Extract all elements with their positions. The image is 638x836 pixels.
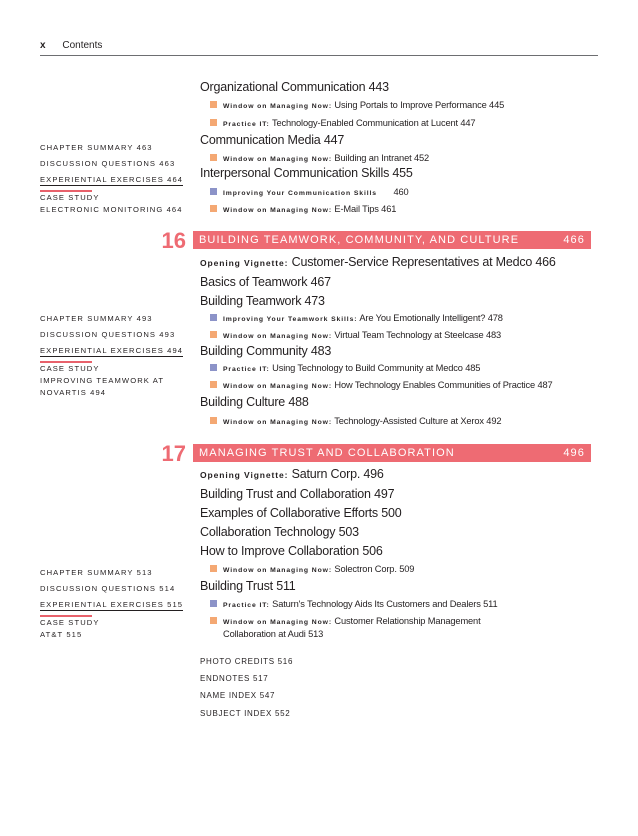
feature-label: Improving Your Teamwork Skills: <box>223 316 358 323</box>
blue-bullet-icon <box>210 188 217 195</box>
toc-feature-portals[interactable] <box>210 100 504 110</box>
toc-feature-emotional-intelligence[interactable] <box>210 313 503 323</box>
toc-subject-index[interactable]: SUBJECT INDEX 552 <box>200 709 291 718</box>
sidebar-case-label: CASE STUDY <box>40 193 100 202</box>
toc-section-improve-collaboration[interactable]: How to Improve Collaboration 506 <box>200 544 383 558</box>
toc-feature-communication-skills[interactable] <box>210 187 409 197</box>
feature-label: Opening Vignette: <box>200 470 289 480</box>
sidebar-case-title[interactable]: IMPROVING TEAMWORK AT <box>40 376 165 385</box>
toc-section-collaboration-technology[interactable]: Collaboration Technology 503 <box>200 525 359 539</box>
toc-feature-steelcase[interactable] <box>210 330 501 340</box>
feature-title: Customer Relationship Management <box>334 616 481 626</box>
feature-label: Window on Managing Now: <box>223 567 332 574</box>
toc-feature-lucent[interactable] <box>210 118 475 128</box>
chapter-16-number: 16 <box>161 228 186 253</box>
feature-label: Practice IT: <box>223 366 270 373</box>
sidebar-chapter-16 <box>40 311 183 399</box>
feature-title: Using Technology to Build Community at Medco 485 <box>272 363 481 373</box>
blue-bullet-icon <box>210 600 217 607</box>
sidebar-summary[interactable]: CHAPTER SUMMARY 493 <box>40 314 153 323</box>
toc-section-examples-collaboration[interactable]: Examples of Collaborative Efforts 500 <box>200 506 402 520</box>
sidebar-case-title[interactable]: ELECTRONIC MONITORING 464 <box>40 205 183 214</box>
chapter-17-title: MANAGING TRUST AND COLLABORATION <box>199 447 455 459</box>
toc-section-building-culture[interactable]: Building Culture 488 <box>200 395 309 409</box>
orange-bullet-icon <box>210 331 217 338</box>
running-header-title: Contents <box>62 40 103 51</box>
orange-bullet-icon <box>210 417 217 424</box>
feature-page: 460 <box>393 187 409 197</box>
sidebar-exercises[interactable]: EXPERIENTIAL EXERCISES 515 <box>40 600 184 609</box>
feature-label: Opening Vignette: <box>200 258 289 268</box>
toc-section-building-teamwork[interactable]: Building Teamwork 473 <box>200 294 325 308</box>
feature-title: Are You Emotionally Intelligent? 478 <box>359 313 503 323</box>
toc-opening-vignette-medco[interactable] <box>200 255 556 269</box>
toc-name-index[interactable]: NAME INDEX 547 <box>200 691 276 700</box>
toc-photo-credits[interactable]: PHOTO CREDITS 516 <box>200 657 294 666</box>
chapter-17-banner[interactable] <box>193 444 591 462</box>
feature-title: Virtual Team Technology at Steelcase 483 <box>334 330 502 340</box>
sidebar-exercises[interactable]: EXPERIENTIAL EXERCISES 464 <box>40 175 184 184</box>
chapter-16-title: BUILDING TEAMWORK, COMMUNITY, AND CULTURE <box>199 234 520 246</box>
sidebar-questions[interactable]: DISCUSSION QUESTIONS 493 <box>40 330 176 339</box>
feature-title: Using Portals to Improve Performance 445 <box>334 100 505 110</box>
toc-section-communication-media[interactable]: Communication Media 447 <box>200 133 345 147</box>
sidebar-questions[interactable]: DISCUSSION QUESTIONS 463 <box>40 159 176 168</box>
feature-label: Window on Managing Now: <box>223 383 332 390</box>
toc-section-basics-teamwork[interactable]: Basics of Teamwork 467 <box>200 275 331 289</box>
running-header <box>40 40 102 51</box>
feature-label: Window on Managing Now: <box>223 156 332 163</box>
toc-feature-solectron[interactable] <box>210 564 414 574</box>
toc-feature-community-medco[interactable] <box>210 363 480 373</box>
toc-feature-communities-practice[interactable] <box>210 380 553 390</box>
chapter-17-page: 496 <box>563 447 585 459</box>
feature-label: Window on Managing Now: <box>223 103 332 110</box>
feature-title: Building an Intranet 452 <box>334 153 430 163</box>
toc-feature-audi[interactable] <box>210 616 481 626</box>
toc-feature-xerox[interactable] <box>210 416 501 426</box>
toc-section-building-trust[interactable]: Building Trust 511 <box>200 579 296 593</box>
feature-label: Window on Managing Now: <box>223 207 332 214</box>
feature-title: E-Mail Tips 461 <box>334 204 397 214</box>
toc-section-organizational-communication[interactable]: Organizational Communication 443 <box>200 80 389 94</box>
chapter-16-page: 466 <box>563 234 585 246</box>
sidebar-case-label: CASE STUDY <box>40 364 100 373</box>
feature-title: Technology-Assisted Culture at Xerox 492 <box>334 416 502 426</box>
feature-label: Window on Managing Now: <box>223 419 332 426</box>
sidebar-questions[interactable]: DISCUSSION QUESTIONS 514 <box>40 584 176 593</box>
orange-bullet-icon <box>210 101 217 108</box>
orange-bullet-icon <box>210 565 217 572</box>
toc-section-interpersonal[interactable]: Interpersonal Communication Skills 455 <box>200 166 413 180</box>
feature-label: Window on Managing Now: <box>223 619 332 626</box>
orange-bullet-icon <box>210 617 217 624</box>
header-rule <box>40 55 598 56</box>
sidebar-case-title-cont[interactable]: NOVARTIS 494 <box>40 388 107 397</box>
blue-bullet-icon <box>210 314 217 321</box>
toc-feature-email[interactable] <box>210 204 396 214</box>
feature-title: Technology-Enabled Communication at Lucent 447 <box>271 118 476 128</box>
sidebar-summary[interactable]: CHAPTER SUMMARY 463 <box>40 143 153 152</box>
toc-feature-saturn-technology[interactable] <box>210 599 498 609</box>
sidebar-chapter-17 <box>40 565 183 641</box>
feature-title: Saturn's Technology Aids Its Customers and Dealers 511 <box>272 599 498 609</box>
feature-label: Practice IT: <box>223 121 270 128</box>
orange-bullet-icon <box>210 154 217 161</box>
sidebar-exercises[interactable]: EXPERIENTIAL EXERCISES 494 <box>40 346 184 355</box>
sidebar-case-label: CASE STUDY <box>40 618 100 627</box>
blue-bullet-icon <box>210 364 217 371</box>
orange-bullet-icon <box>210 381 217 388</box>
toc-section-building-community[interactable]: Building Community 483 <box>200 344 332 358</box>
sidebar-case-title[interactable]: AT&T 515 <box>40 630 83 639</box>
feature-title: How Technology Enables Communities of Practice 487 <box>334 380 553 390</box>
orange-bullet-icon <box>210 119 217 126</box>
toc-endnotes[interactable]: ENDNOTES 517 <box>200 674 269 683</box>
feature-title: Solectron Corp. 509 <box>334 564 415 574</box>
toc-feature-audi-cont[interactable]: Collaboration at Audi 513 <box>223 629 324 639</box>
sidebar-summary[interactable]: CHAPTER SUMMARY 513 <box>40 568 153 577</box>
feature-title: Customer-Service Representatives at Medco 466 <box>291 255 556 269</box>
chapter-16-banner[interactable] <box>193 231 591 249</box>
toc-section-trust-collaboration[interactable]: Building Trust and Collaboration 497 <box>200 487 395 501</box>
feature-label: Improving Your Communication Skills <box>223 190 377 197</box>
chapter-17-number: 17 <box>161 441 186 466</box>
feature-label: Window on Managing Now: <box>223 333 332 340</box>
toc-opening-vignette-saturn[interactable] <box>200 467 384 481</box>
feature-label: Practice IT: <box>223 602 270 609</box>
toc-feature-intranet[interactable] <box>210 153 429 163</box>
orange-bullet-icon <box>210 205 217 212</box>
sidebar-chapter-15 <box>40 140 183 216</box>
page-number-roman: x <box>40 40 46 51</box>
feature-title: Saturn Corp. 496 <box>291 467 384 481</box>
